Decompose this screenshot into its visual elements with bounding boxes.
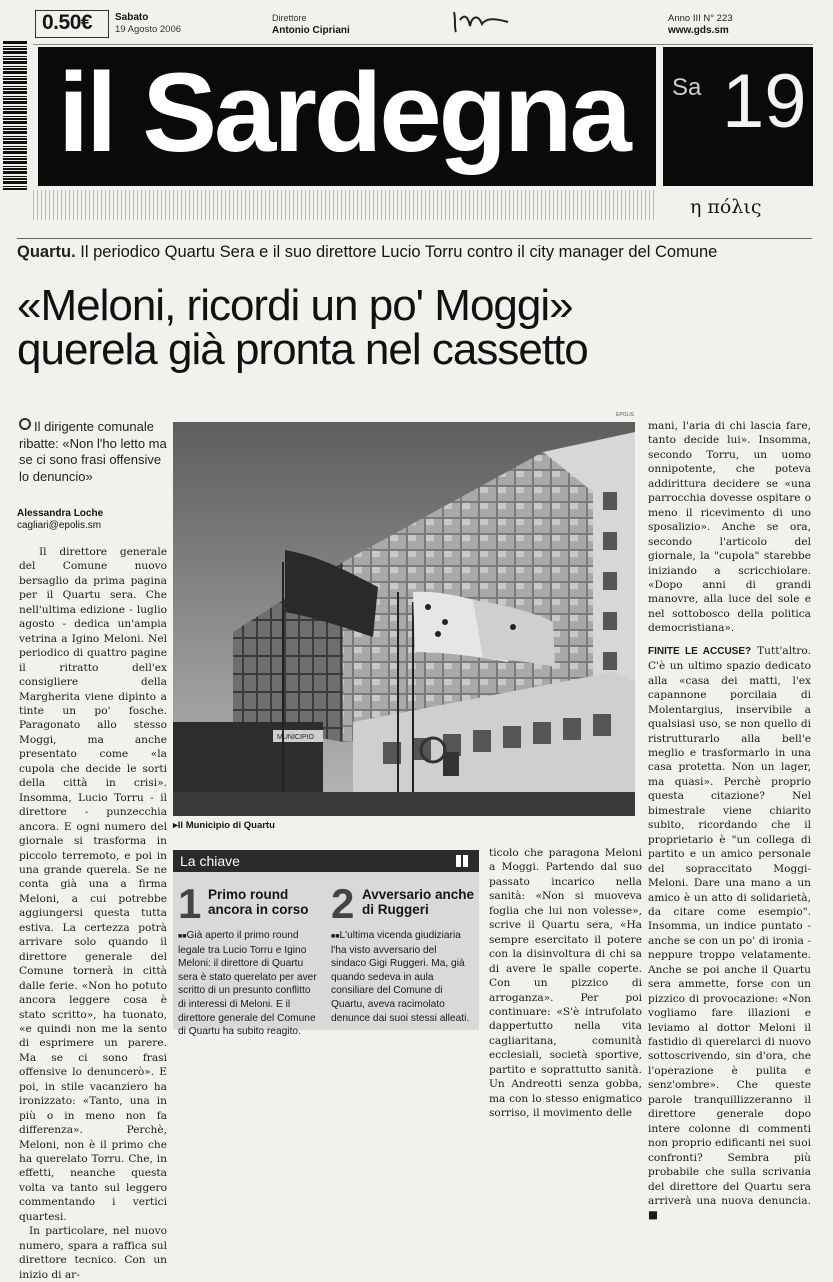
- square-bullets-icon: ■■: [331, 933, 340, 940]
- column-1-paragraph-2: In particolare, nel nuovo numero, spara a raffica sul direttore tecnico. Con un inizio di ar-: [19, 1225, 167, 1281]
- director-name: Antonio Cipriani: [272, 25, 350, 36]
- key-item-1-title: Primo round ancora in corso: [208, 887, 309, 917]
- key-item-2-number: 2: [331, 880, 355, 927]
- caption-text: Il Municipio di Quartu: [177, 820, 275, 831]
- photo-sign-text: MUNICIPIO: [277, 734, 314, 741]
- bullet-icon: [19, 418, 31, 430]
- key-item-2-body: [331, 929, 474, 1025]
- article-column-3: [489, 846, 642, 1121]
- director-label: Direttore: [272, 13, 307, 23]
- kicker-text: Il periodico Quartu Sera e il suo direttore Lucio Torru contro il city manager del Comune: [80, 243, 718, 261]
- masthead-day-number: 19: [722, 59, 807, 144]
- caption-arrow-icon: ▸: [173, 820, 178, 831]
- column-4-paragraph-2: Tutt'altro. C'è un ultimo spazio dedicato alla «casa dei matti, l'ex capannone porcilaia di Molentargius, inservibile a qualsiasi uso, se non quello di ristrutturarlo alla bell'e meglio e trasformarlo in una casa protetta. Non un lager, ma quasi». Perchè proprio questa citazione? Nel bimestrale viene chiarito subito, ricordando che il proprietario è "un collega di partito e un amico personale del sopraccitato Moggi-Meloni. Dare una mano a un amico è un atto di solidarietà, da citare come esempio". Insomma, un indice puntato - anche se con un po' di ironia - neppure troppo velatamente. Anche se poi anche il Quartu sera ammette, forse con un pizzico di provocazione: «Non vogliamo fare illazioni e leviamo al dottor Meloni il fastidio di querelarci di nuovo sottoscrivendo, sin d'ora, che l'operazione è pulita e senz'ombre». Che queste parole tranquillizzeranno il direttore generale dopo intere colonne di commenti non proprio edificanti nei suoi confronti? Sembra più probabile che sulla scrivania del direttore del Quartu sera arriverà una nuova denuncia.: [648, 644, 811, 1208]
- price: 0.50€: [42, 11, 93, 34]
- issue-date: 19 Agosto 2006: [115, 24, 182, 35]
- end-mark-icon: ■: [648, 1209, 659, 1222]
- issue-number: Anno III N° 223: [668, 13, 733, 24]
- masthead-day: Sa: [672, 74, 702, 101]
- headline-line-1: «Meloni, ricordi un po' Moggi»: [17, 281, 573, 330]
- masthead-strip: [33, 190, 655, 220]
- square-bullets-icon: ■■: [178, 933, 187, 940]
- standfirst-text: Il dirigente comunale ribatte: «Non l'ho letto ma se ci sono frasi offensive lo denuncio»: [19, 419, 167, 484]
- issue-day: Sabato: [115, 12, 149, 23]
- standfirst: [19, 418, 167, 485]
- column-4-subhead: FINITE LE ACCUSE?: [648, 645, 752, 657]
- column-4-paragraph-1: mani, l'aria di chi lascia fare, tanto decide lui». Insomma, secondo Torru, un uomo onnipotente, che poteva addirittura decidere se «una parrocchia dovesse ospitare o meno il ricevimento di uno sposalizio». Anche se ora, secondo l'articolo del giornale, la "cupola" starebbe iniziando a scricchiolare. «Dopo anni di grandi manovre, alla luce del sole e nel sottobosco della politica democristiana».: [648, 420, 811, 635]
- key-box-title: La chiave: [180, 853, 240, 869]
- byline-author: Alessandra Loche: [17, 508, 104, 519]
- website: www.gds.sm: [668, 25, 729, 36]
- key-item-1-body: [178, 929, 321, 1039]
- handwritten-mark-icon: [448, 8, 538, 36]
- municipio-photo: [173, 422, 635, 816]
- kicker-rule: [17, 238, 812, 239]
- article-column-4: [648, 419, 811, 1223]
- masthead-title: il Sardegna: [58, 50, 629, 175]
- kicker-place: Quartu.: [17, 243, 76, 261]
- article-column-1: [19, 545, 167, 1282]
- headline: [17, 281, 817, 374]
- key-item-1-body-text: Già aperto il primo round legale tra Lucio Torru e Igino Meloni: il direttore di Quartu sera è stato querelato per aver scritto di un presunto conflitto di interessi di Meloni. E il direttore generale del Comune di Quartu ha subito reagito.: [178, 930, 317, 1038]
- photo-credit: EPOLIS: [616, 412, 635, 418]
- grid-icon: [456, 855, 468, 867]
- kicker: [17, 243, 717, 262]
- building-illustration: [173, 422, 635, 816]
- polis-label: η πόλις: [690, 196, 762, 218]
- key-item-1-number: 1: [178, 880, 202, 927]
- byline-email: cagliari@epolis.sm: [17, 520, 102, 531]
- column-3-paragraph: ticolo che paragona Meloni a Moggi. Partendo dal suo passato incarico nella sanità: «Non si muoveva foglia che lui non volesse», scrive il Quartu sera, «Ha sempre esercitato il potere con la disinvoltura di chi sa di avere le spalle coperte. Con un pizzico di arroganza». Per poi continuare: «S'è intrufolato dappertutto nella vita cagliaritana, comunità ecclesiali, società sportive, partito e soprattutto sanità. Un Andreotti senza gobba, ma con lo stesso enigmatico sorriso, il movimento delle: [489, 847, 642, 1120]
- headline-line-2: querela già pronta nel cassetto: [17, 325, 588, 374]
- barcode: [3, 40, 27, 190]
- key-item-2-body-text: L'ultima vicenda giudiziaria l'ha visto avversario del sindaco Gigi Ruggeri. Ma, già quando sedeva in aula consiliare del Comune di Quartu, aveva racimolato denunce dai suoi stessi alleati.: [331, 930, 470, 1024]
- key-item-2-title: Avversario anche di Ruggeri: [362, 887, 475, 917]
- column-1-paragraph: Il direttore generale del Comune nuovo bersaglio da prima pagina per il Quartu sera. Che nell'ultima edizione - luglio agosto - dedica un'ampia vetrina a Igino Meloni. Nel periodico di quattro pagine il ritratto dell'ex consigliere della Margherita viene dipinto a tinte un po' fosche. Paragonato allo stesso Moggi, ma anche presentato come «la cupola che decide le sorti della città in crisi». Insomma, Lucio Torru - il direttore - punzecchia ancora. E ogni numero del giornale si trasforma in piccolo terremoto, e poi in una grande querela. Se ne conta già una a firma Meloni, a cui potrebbe aggiungersi questa tutta estiva. La certezza potrà arrivare solo quando il direttore generale del Comune tornerà in città dalle ferie. «Non ho potuto ancora leggere cosa è stato scritto», ha tuonato, «e quindi non me la sento di esprimere un parere. Ma se ci sono frasi offensive lo denuncerò». E poi, in stile vacanziero ha ironizzato: «Tanto, una in più o in meno non fa differenza». Perchè, Meloni, non è il primo che ha querelato Torru. Che, in effetti, neanche questa volta va tanto sul leggero commentando i vertici quartesi.: [19, 546, 167, 1223]
- photo-caption: [173, 820, 275, 831]
